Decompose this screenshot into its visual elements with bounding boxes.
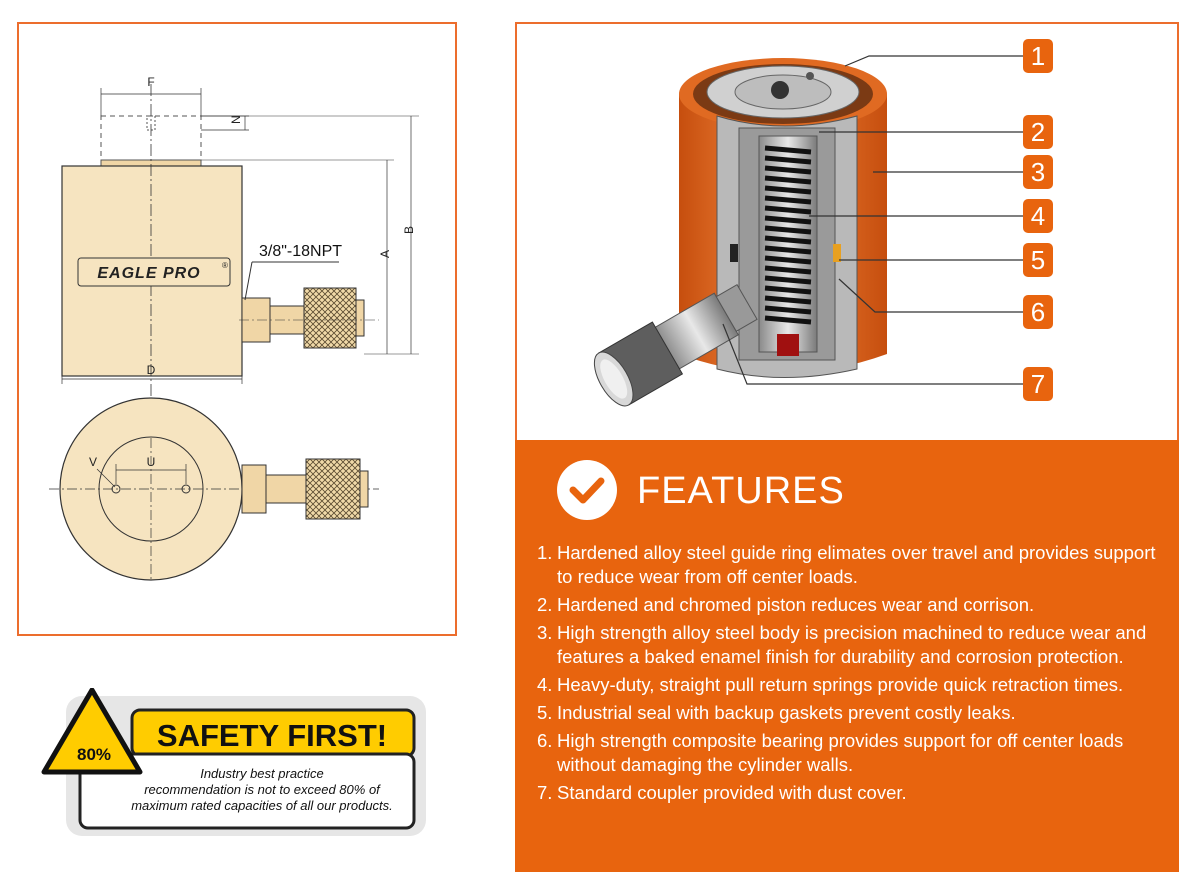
safety-percent: 80% <box>76 745 112 764</box>
callout-badge-5 <box>1023 243 1053 277</box>
safety-line-1: Industry best practice <box>200 766 324 781</box>
cutaway-panel <box>515 22 1179 440</box>
features-title: FEATURES <box>637 470 845 512</box>
safety-first-badge <box>40 688 428 838</box>
dim-d-label: D <box>146 363 156 377</box>
callout-badge-3 <box>1023 155 1053 189</box>
cylinder-cutaway-illustration <box>517 24 1177 442</box>
technical-drawing-panel <box>17 22 457 636</box>
safety-line-2: recommendation is not to exceed 80% of <box>144 782 380 797</box>
dim-u-label: U <box>146 455 156 469</box>
dim-f-label: F <box>147 75 155 89</box>
feature-item-7: 7. Standard coupler provided with dust cover. <box>537 782 907 803</box>
svg-text:7: 7 <box>1030 369 1046 399</box>
brand-label: EAGLE PRO <box>97 265 201 282</box>
feature-item-6: 6. High strength composite bearing provides support for off center loads without damaging the cylinder walls. <box>537 730 1124 775</box>
port-thread-label: 3/8"-18NPT <box>259 243 343 260</box>
svg-text:5: 5 <box>1030 245 1046 275</box>
svg-text:3: 3 <box>1030 157 1046 187</box>
svg-text:4: 4 <box>1030 201 1046 231</box>
callout-badge-1 <box>1023 39 1053 73</box>
features-panel <box>515 440 1179 872</box>
feature-item-5: 5. Industrial seal with backup gaskets prevent costly leaks. <box>537 702 1016 723</box>
svg-text:6: 6 <box>1030 297 1046 327</box>
check-circle-icon <box>556 459 618 521</box>
safety-title: SAFETY FIRST! <box>156 718 388 753</box>
dim-v-label: V <box>89 455 98 469</box>
feature-item-3: 3. High strength alloy steel body is precision machined to reduce wear and features a baked enamel finish for durability and corrosion protection. <box>537 622 1147 667</box>
features-list <box>537 541 1169 809</box>
feature-item-2: 2. Hardened and chromed piston reduces wear and corrison. <box>537 594 1035 615</box>
dim-n-label: N <box>229 115 243 124</box>
safety-line-3: maximum rated capacities of all our products. <box>131 798 393 813</box>
callout-badge-7 <box>1023 367 1053 401</box>
callout-badge-6 <box>1023 295 1053 329</box>
svg-text:2: 2 <box>1030 117 1046 147</box>
feature-item-4: 4. Heavy-duty, straight pull return springs provide quick retraction times. <box>537 674 1124 695</box>
feature-item-1: 1. Hardened alloy steel guide ring elimates over travel and provides support to reduce wear from off center loads. <box>537 542 1156 587</box>
dim-a-label: A <box>378 249 392 258</box>
svg-text:1: 1 <box>1030 41 1046 71</box>
dim-b-label: B <box>402 225 416 234</box>
cylinder-drawing <box>19 24 455 634</box>
callout-badge-4 <box>1023 199 1053 233</box>
callout-badge-2 <box>1023 115 1053 149</box>
brand-registered-mark: ® <box>222 261 228 270</box>
